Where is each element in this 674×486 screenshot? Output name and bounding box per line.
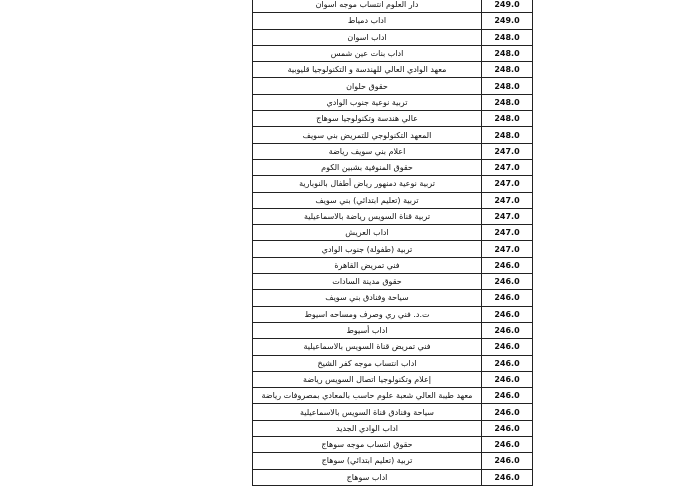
table-row xyxy=(253,322,533,338)
table-row xyxy=(253,420,533,436)
faculty-name-cell: عالي هندسة وتكنولوجيا سوهاج xyxy=(253,111,482,127)
score-cell: 247.0 xyxy=(482,192,533,208)
score-cell: 248.0 xyxy=(482,62,533,78)
faculty-name-cell: ت.د. فني ري وصرف ومساحه اسيوط xyxy=(253,306,482,322)
table-row xyxy=(253,94,533,110)
score-cell: 249.0 xyxy=(482,0,533,13)
table-row xyxy=(253,453,533,469)
score-cell: 246.0 xyxy=(482,388,533,404)
table-row xyxy=(253,437,533,453)
table-row xyxy=(253,0,533,13)
score-cell: 247.0 xyxy=(482,208,533,224)
faculty-name-cell: فني تمريض القاهرة xyxy=(253,257,482,273)
table-row xyxy=(253,45,533,61)
faculty-name-cell: حقوق انتساب موجه سوهاج xyxy=(253,437,482,453)
faculty-name-cell: اداب سوهاج xyxy=(253,469,482,485)
table-row xyxy=(253,257,533,273)
score-cell: 246.0 xyxy=(482,420,533,436)
faculty-name-cell: تربية قناة السويس رياضة بالاسماعيلية xyxy=(253,208,482,224)
table-row xyxy=(253,29,533,45)
faculty-name-cell: دار العلوم انتساب موجه اسوان xyxy=(253,0,482,13)
table-body xyxy=(253,0,533,485)
table-row xyxy=(253,404,533,420)
table-row xyxy=(253,208,533,224)
faculty-name-cell: تربية نوعية جنوب الوادي xyxy=(253,94,482,110)
faculty-name-cell: تربية نوعية دمنهور رياض أطفال بالنوبارية xyxy=(253,176,482,192)
faculty-name-cell: تربية (تعليم ابتدائي) بني سويف xyxy=(253,192,482,208)
table-row xyxy=(253,290,533,306)
table-row xyxy=(253,111,533,127)
faculty-name-cell: اداب دمياط xyxy=(253,13,482,29)
faculty-name-cell: اداب انتساب موجه كفر الشيخ xyxy=(253,355,482,371)
faculty-name-cell: حقوق مدينة السادات xyxy=(253,274,482,290)
faculty-name-cell: اداب بنات عين شمس xyxy=(253,45,482,61)
faculty-name-cell: معهد الوادي العالي للهندسة و التكنولوجيا قليوبية xyxy=(253,62,482,78)
faculty-name-cell: فني تمريض قناة السويس بالاسماعيلية xyxy=(253,339,482,355)
table-row xyxy=(253,388,533,404)
score-cell: 246.0 xyxy=(482,290,533,306)
score-cell: 248.0 xyxy=(482,111,533,127)
table-row xyxy=(253,355,533,371)
table-row xyxy=(253,241,533,257)
score-cell: 246.0 xyxy=(482,339,533,355)
table-row xyxy=(253,127,533,143)
faculty-name-cell: اداب العريش xyxy=(253,225,482,241)
faculty-name-cell: اداب أسيوط xyxy=(253,322,482,338)
faculty-name-cell: اداب اسوان xyxy=(253,29,482,45)
table-row xyxy=(253,371,533,387)
score-cell: 246.0 xyxy=(482,257,533,273)
table-row xyxy=(253,274,533,290)
faculty-name-cell: حقوق حلوان xyxy=(253,78,482,94)
faculty-name-cell: اداب الوادي الجديد xyxy=(253,420,482,436)
table-row xyxy=(253,78,533,94)
score-cell: 247.0 xyxy=(482,225,533,241)
score-cell: 246.0 xyxy=(482,355,533,371)
faculty-name-cell: سياحة وفنادق قناة السويس بالاسماعيلية xyxy=(253,404,482,420)
table-row xyxy=(253,339,533,355)
score-cell: 246.0 xyxy=(482,404,533,420)
table-row xyxy=(253,469,533,485)
score-cell: 248.0 xyxy=(482,78,533,94)
faculty-name-cell: معهد طيبة العالي شعبة علوم حاسب بالمعادي بمصروفات رياضة xyxy=(253,388,482,404)
table-row xyxy=(253,306,533,322)
faculty-name-cell: تربية (تعليم ابتدائي) سوهاج xyxy=(253,453,482,469)
score-cell: 246.0 xyxy=(482,306,533,322)
score-cell: 248.0 xyxy=(482,29,533,45)
faculty-name-cell: حقوق المنوفية بشبين الكوم xyxy=(253,159,482,175)
score-cell: 246.0 xyxy=(482,274,533,290)
score-cell: 247.0 xyxy=(482,241,533,257)
score-cell: 248.0 xyxy=(482,94,533,110)
score-cell: 249.0 xyxy=(482,13,533,29)
score-cell: 247.0 xyxy=(482,143,533,159)
table-row xyxy=(253,62,533,78)
score-cell: 246.0 xyxy=(482,437,533,453)
faculty-name-cell: المعهد التكنولوجي للتمريض بني سويف xyxy=(253,127,482,143)
table-row xyxy=(253,159,533,175)
faculty-name-cell: إعلام وتكنولوجيا اتصال السويس رياضة xyxy=(253,371,482,387)
table-row xyxy=(253,176,533,192)
faculty-name-cell: تربية (طفولة) جنوب الوادي xyxy=(253,241,482,257)
score-cell: 248.0 xyxy=(482,127,533,143)
score-cell: 247.0 xyxy=(482,159,533,175)
score-cell: 246.0 xyxy=(482,371,533,387)
faculty-name-cell: اعلام بني سويف رياضة xyxy=(253,143,482,159)
score-cell: 248.0 xyxy=(482,45,533,61)
score-cell: 246.0 xyxy=(482,469,533,485)
score-cell: 247.0 xyxy=(482,176,533,192)
score-cell: 246.0 xyxy=(482,453,533,469)
faculty-name-cell: سياحة وفنادق بني سويف xyxy=(253,290,482,306)
table-row xyxy=(253,225,533,241)
score-cell: 246.0 xyxy=(482,322,533,338)
table-row xyxy=(253,192,533,208)
table-row xyxy=(253,143,533,159)
admission-scores-table xyxy=(252,0,533,486)
table-row xyxy=(253,13,533,29)
